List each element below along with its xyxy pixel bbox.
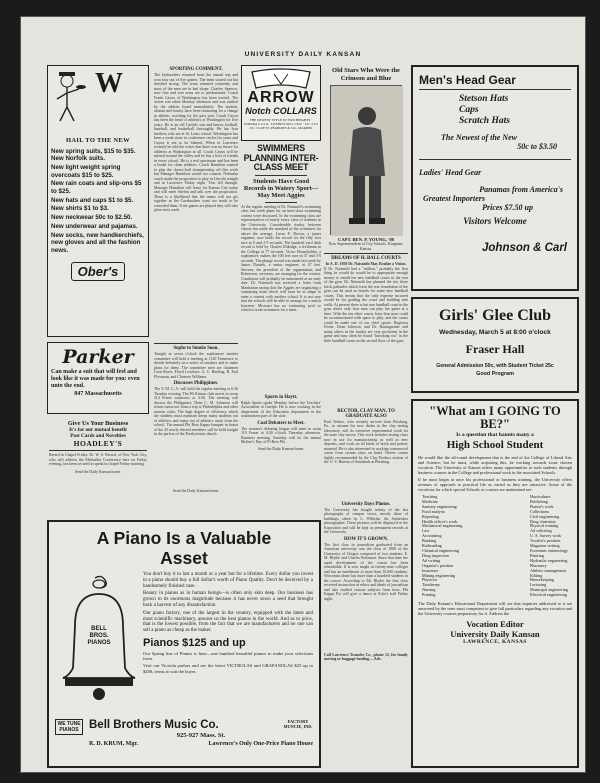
ober-line: New underwear and pajamas. <box>51 223 138 230</box>
vocation-item: Railroading <box>422 543 442 549</box>
glee-where: Fraser Hall <box>465 342 525 356</box>
head-gear-ad <box>411 65 579 291</box>
swim-body: At the regular meeting of Dr. Naismith's swimming class last week plans for an inter-class swimming contest were discussed. In the swimming class are representatives of nearly every class of students in the University. Considerable rivalry between classes has made the standard of the swimmers far above the average. Lucas E. Brown, a junior engineer, now holds the record for the fifty foot race at 8 and 2-5 seconds. The hundred yard dash record is held by Charles Eldridge, a freshman in the College at 77 seconds. Victor Householder, a sophomore, makes the 100 feet race in 37 and 3-5 seconds. The plunge record was made last week by James Daniels, a senior engineer, at 47 feet. Stevens, the president of the organization, and Robertson, secretary, are arranging for the contest. Conditions will probably be announced at an early date. Dr. Naismith has received a letter from Manhattan saying that the Aggies are organizing a swimming team which will soon be in shape to enter a contest with another school. It is not sure that the schools will be able to arrange for a match however. Missouri has no swimming pool so which to train swimmers for a meet. <box>241 204 321 313</box>
vocation-item: Taxidermy <box>422 582 441 588</box>
dreams-body: If Dr. Naismith had a "million," probably the first thing he would do would be to appropriate enough money to install ten new handball courts in the rear of the gym. Dr. Naismith has planned the ten, these brick palisades which form the rear foundation of the gym can be used as boards for some new handball courts. This means that the only expense incurred would be for grading the court and building side walls. At present there is but one handball court in the gym where only four men can play the game at a time. With the ten other courts forty-four men could be accommodated with space to play, and the courts could be made one of our chief sports. Registrar Foster, Dean Johnson, and Dr. Baumgartner and many others in the faculty are very proficient in the game and may often be found "knocking out" in the little handball room on the second floor of the gym. <box>324 266 408 343</box>
ober-line: New spring suits, $15 to $35. New Norfolk suits. <box>51 148 136 163</box>
vocation-item: Pianist's work <box>529 503 554 509</box>
vocation-item: Publishing <box>529 498 548 504</box>
vocation-item: Athletic management <box>529 567 566 573</box>
arrow-brand: ARROW <box>247 89 315 106</box>
ober-line: New neckwear 50c to $2.50. <box>51 214 133 222</box>
mens-title: Men's Head Gear <box>419 73 516 87</box>
arrow-fine: THE NEWEST STYLE IN TWO HEIGHTS · INDORA 2 1/4 in · LEXINGTON 2 1/8 in · 15c. 2 for 25c. CLUETT, PEABODY & CO., MAKERS <box>244 118 318 130</box>
mens-newest: The Newest of the New <box>441 133 517 142</box>
sporting-column <box>154 65 238 515</box>
hoadley-line2: It's for our mutual benefit <box>69 427 127 433</box>
ladies-title: Ladies' Head Gear <box>419 168 482 177</box>
vocation-item: Horticulture <box>529 494 551 499</box>
piano-p5: Visit our Victrola parlors and see the latest VICTROLAS and GRAFANOLAS $25 up to $200, terms to suit the buyer. <box>143 663 313 674</box>
vocation-item: Drug chemistry <box>529 518 557 524</box>
vocation-item: Hydraulic engineering <box>529 557 568 563</box>
ober-line: New shirts $1 to $3. <box>51 205 109 213</box>
bell-brand-text: BELL BROS. PIANOS <box>87 626 111 646</box>
vocation-sign2: University Daily Kansan <box>450 629 540 640</box>
ladies-welcome: Visitors Welcome <box>463 216 527 226</box>
piano-p2: Beauty in pianos as in human beings—is often only skin deep. Our business has grown to its enormous magnitude because it has never sown a seed that brought back a harvest of any dissatisfaction. <box>143 591 313 608</box>
vocation-right-list <box>530 495 568 598</box>
oldstars-photo <box>330 85 402 235</box>
piano-price: Pianos $125 and up <box>143 636 246 649</box>
howgrown-title: HOW IT'S GROWN. <box>343 536 389 542</box>
send-home-sporting: Send the Daily Kansan home. <box>172 489 220 493</box>
vocation-item: Printing <box>422 592 436 598</box>
dreams-title: DREAMS OF H. BALL COURTS <box>331 256 401 261</box>
glee-title: Girls' Glee Club <box>439 307 551 324</box>
ober-ad <box>47 65 149 337</box>
photos-body: The University has bought twenty of the last photographs of campus views, mostly those of buildings, taken by L. Wilhelm, the Jayhawker photographer. These pictures will be displayed in the Exposition and will be kept as permanent records at the University. <box>324 507 408 534</box>
arrow-ad <box>241 65 321 141</box>
philippines-title: Discusses Philippines. <box>173 381 219 386</box>
tune-box: WE TUNE PIANOS <box>55 719 83 735</box>
vocation-item: Banking <box>422 538 437 544</box>
divider <box>154 343 238 344</box>
vocation-item: Law <box>422 528 430 534</box>
mens-item: Scratch Hats <box>459 116 510 126</box>
swim-headline: SWIMMERS PLANNING INTER-CLASS MEET <box>243 143 319 173</box>
parker-text: Can make a suit that will feel and look like it was made for you: even unto the end. <box>51 369 140 389</box>
piano-p4: Our Spring line of Pianos is here—one hundred beautiful pianos to make your selections from. <box>143 650 313 662</box>
transfer-text: Call Lawrence Transfer Co., phone 12, for family moving or baggage hauling.—Adv. <box>324 652 408 661</box>
vocation-item: Economic entomology <box>529 547 568 553</box>
vocation-item: U. S. Survey work <box>529 533 562 539</box>
vocation-question: Is a question that haunts many a <box>456 432 534 438</box>
glee-program: Good Program <box>476 371 514 377</box>
ober-letter: W <box>95 68 123 99</box>
divider <box>419 159 571 160</box>
vocation-outro: The Daily Kansan's Educational Department will see that inquiries addressed to it are answered by the ones most competent to give full particulars regarding any vocation and the University courses preparatory for it. Address the <box>418 601 572 617</box>
piano-headline: A Piano Is a Valuable Asset <box>96 528 272 568</box>
hoadley-name: HOADLEY'S <box>73 439 123 448</box>
newspaper-page <box>20 16 586 773</box>
hoadley-line3: Post Cards and Novelties <box>70 433 126 439</box>
vocation-sign3: LAWRENCE, KANSAS <box>463 639 527 646</box>
piano-factory: FACTORY MUNCIE, IND. <box>283 719 313 729</box>
ober-line: New hats and caps $1 to $5. <box>51 196 134 204</box>
vocation-item: Electrical engineering <box>529 592 567 598</box>
sophs-title: Sophs to Smoke Soon. <box>173 346 219 351</box>
collar-icon <box>244 68 318 90</box>
arrow-sub: Notch COLLARS <box>245 106 317 116</box>
vocation-item: Mining engineering <box>422 572 456 578</box>
ober-logo <box>51 262 145 281</box>
vocation-item: Editing <box>529 572 543 578</box>
vocation-item: Accounting <box>422 533 442 539</box>
vocation-item: Painting <box>529 552 544 558</box>
photos-title: University Days Photos. <box>341 501 391 507</box>
divider <box>419 89 571 90</box>
send-home-left: Send the Daily Kansan home. <box>74 469 122 474</box>
ladies-price: Prices $7.50 up <box>482 203 533 212</box>
philippines-body: The Y. M. C. A. will hold the regular meeting at 6:30 Tuesday evening. The Hi Kinson club meets in room 114 Fraser tomorrow at 4:30. The meeting will discuss the Philippines. Dean C. M. Johnston will return tomorrow from a trip to Philadelphia and other eastern cities. The high degree of efficiency which the students must maintain keeps many students out of athletics and many out of athletics away from the school. The annual Phi Beta Kappa banquet in honor of the 25 newly elected members will be held tonight in the parlors of the Presbyterian church. <box>154 387 238 436</box>
oldstars-title: Old Stars Who Were the Crimson and Blue <box>332 67 400 82</box>
piano-footer <box>55 719 313 747</box>
vocation-item: Drug inspection <box>422 552 449 558</box>
parker-ad <box>47 342 149 414</box>
ober-line: New socks, new handkerchiefs, new gloves and all the fashion news. <box>51 231 144 254</box>
haiti-body: Ralph Spotts spoke Monday before the Teachers' Association at Guelph. He is now working in the department of the Education department in the southeastern part of the state. <box>241 400 321 419</box>
arrow-column <box>241 65 321 515</box>
hat-figure-icon <box>51 69 89 125</box>
parker-phone: 847 Massachusetts <box>74 391 122 397</box>
dreams-deck: In A. D. 1950 Dr. Naismith May Realize a Vision. <box>325 262 407 266</box>
send-home-arrow: Send the Daily Kansan home. <box>257 446 305 451</box>
glee-admission: General Admission 50c, with Student Ticket 25c <box>436 363 554 369</box>
vocation-item: Food analysis <box>422 508 446 514</box>
bell-logo <box>55 572 139 713</box>
haiti-title: Sports in Haytt. <box>264 394 298 400</box>
ober-store-name: Ober's <box>71 262 126 281</box>
vocation-lists <box>422 495 568 598</box>
mens-price: 50c to $3.50 <box>517 142 557 151</box>
oldstars-column <box>324 65 408 773</box>
swim-deck: Students Have Good Records in Watery Sport—May Meet Aggies <box>243 177 319 200</box>
piano-house: Lawrence's Only One-Price Piano House <box>208 741 313 747</box>
parker-name: Parker <box>62 346 134 368</box>
piano-address: 925-927 Mass. St. <box>176 732 226 739</box>
oldstars-caption: CAPT. BEN. P. YOUNG, '08 <box>338 237 394 242</box>
vocation-item: Sanitary engineering <box>422 503 457 509</box>
vocation-school: High School Student <box>446 439 544 451</box>
ober-title: HAIL TO THE NEW <box>66 137 130 144</box>
glee-when: Wednesday, March 5 at 8:00 o'clock <box>439 329 551 336</box>
vocation-item: Civil engineering <box>529 513 560 519</box>
left-lower <box>47 419 149 515</box>
sporting-body: The Jayhawkers returned from the annual trip and won four out of five games. The team started out but finished strong. The team returned yesterday and most of the men are in bad shape. Charley Spencer, now first and sore arms are to predominate. Coach Frank Cayou of Washington has been invited. The action was taken Monday afternoon and was ratified by the athletic board immediately. The student, alumni and faculty have been clamoring for a change in athletic coaching for the past year. Coach Cayou has been the head of athletics at Washington for five years. He is an old Carlisle star and knows football, baseball, and basketball thoroughly. He has four brothers who are at St. Louis school. Washington has been a weak sister in conference circles for years and Cayou is not to be blamed. When in Lawrence recently he told the writer that there was no future for athletics at Washington at all. Coach Cayou will be missed around the valley and he has a host of friends in every school. He is a real sportsman and has been a leader for clean athletics. Coach Hamilton wanted to play the doctor-ball championship off this week but Manager Hamilton would not consent. Nebraska coach made the proposition to play in Lincoln tonight and in Lawrence Friday night. This fell through. Manager Hamilton will leave for Kansas City today and will meet Stiehm and talk over the proposition. There is a likelihood that the teams will not get together as the Cornhuskers want too much to be conceded them. If the games are played they will take place next week. <box>154 73 238 212</box>
vocation-item: Organist's position <box>422 562 454 568</box>
howgrown-body: The first class in journalism graduated from an American university was the class of 1908 of the University of Oregon composed of two students, E. M. Blythe and Charles Robinson. Since that time the rapid development of the course has been remarkable. It is now taught in twenty-nine colleges and has an enrollment of more than 10,000 students. Wisconsin alone has more than a hundred students in the course. According to Mr. Blythe the first class received instruction in ethics and ideals of journalism and also studied various subjects from texts. Phi Kappa Psi will give a dance at Ecke's hall Friday night. <box>324 542 408 601</box>
vocation-item: Medicine <box>422 498 438 504</box>
oldstars-caption2: Now Superintendent of City Schools, Kingman, Kansas. <box>328 242 404 251</box>
rector-body: Paul Teeters, who recently arrived from Pittsburg, Pa., to assume his new duties in the clay testing laboratory, will do extensive experimental work for the state clay survey. This work includes testing clays now in use for manufacturing as well as new deposits, and work on all kinds of brick and pottery material. He is also interested in working commercial wares from certain clays on hand. Teeters comes highly recommended by the Clay Product section of the U. S. Bureau of Standards at Pittsburg. <box>324 419 408 464</box>
vocation-item: Magazine writing <box>529 543 560 549</box>
vocation-item: Ad soliciting <box>529 528 552 534</box>
deadlock-body: The women's debating league will meet in room 110 Fraser at 4:30 o'clock Thursday afternoon. Business meeting. Saturday will be the annual Mother's Day of Pi Beta Phi. <box>241 426 321 445</box>
vocation-item: Physicist <box>422 577 438 583</box>
page-header: UNIVERSITY DAILY KANSAN <box>244 51 362 58</box>
vocation-item: Health officer's work <box>422 518 458 524</box>
vocation-item: Collections <box>529 508 550 514</box>
vocation-item: Lecturing <box>529 582 547 588</box>
ladies-line1: Panamas from America's <box>479 185 563 194</box>
piano-company: Bell Brothers Music Co. <box>89 719 219 731</box>
vocation-item: Teaching <box>422 494 438 499</box>
vocation-item: Housekeeping <box>529 577 554 583</box>
sporting-title: SPORTING COMMENT. <box>169 67 223 72</box>
vocation-item: Ad writing <box>422 557 441 563</box>
ladies-store: Johnson & Carl <box>482 242 567 254</box>
piano-body <box>55 572 313 713</box>
ober-lines <box>51 148 145 254</box>
hoadley-line1: Give Us Your Business <box>67 420 129 427</box>
piano-ad <box>47 520 321 768</box>
vocation-left-list <box>422 495 462 598</box>
vocation-item: Chemical engineering <box>422 547 459 553</box>
ober-line: New rain coats and slip-ons $5 to $25. <box>51 180 142 195</box>
vocation-headline: "What am I GOING TO BE?" <box>429 404 561 431</box>
player-photo-icon <box>331 86 403 236</box>
piano-p3: Our piano factory, one of the largest in the country, equipped with the latest and most scientific machinery, assures us the best pianos in the world. And as to price, that is the lowest possible, from the fact that we are manufacturers and no one can sell a piano as cheap as the maker. <box>143 610 313 634</box>
vocation-item: Mechanical engineering <box>422 523 463 529</box>
piano-manager: R. D. KRUM, Mgr. <box>89 741 138 747</box>
piano-p1: You don't buy it to last a month or a year but for a lifetime. Every dollar you invest in a piano should buy a full dollar's worth of Piano Quality. Don't be deceived by a handsomely finished case. <box>143 572 313 589</box>
vocation-ad <box>411 399 579 768</box>
vocation-item: Nursing <box>422 587 436 593</box>
mens-items <box>459 94 571 127</box>
divider <box>324 253 408 254</box>
glee-club-ad <box>411 297 579 393</box>
vocation-intro: He would like the all-round development that is the end of the College of Liberal Arts and Science; but he must, while acquiring this, be working towards some chosen vocation. The University of Kansas offers many opportunities to such students through business courses in the College and professional work in the associated Schools. <box>418 455 572 475</box>
piano-copy <box>139 572 313 713</box>
vocation-intro2: If he must begin at once his professional or business training, the University offers avenues of approach to practical life as varied as they are attractive. Some of the vocations for which special Schools or courses are maintained are: <box>418 477 572 492</box>
berard-text: Berard in Chapel Friday. Dr. W. S. Berard, of New York City, who will address the Methodist Conference here on Friday evening, has been secured to speak in chapel Friday morning. <box>49 453 147 466</box>
vocation-item: Vocalist's position <box>529 538 561 544</box>
ladies-line2: Greatest Importers <box>423 194 485 203</box>
vocation-item: Physical training <box>529 523 559 529</box>
sophs-body: Tonight at seven o'clock the sophomore smoker committee will hold a meeting at 1120 Tennessee to decide definitely on a series of smokers and to make plans for them. The committee men are chairmen Leon Rowe, Floyd Lovelace, G. C. Harding, R. Earl Plowman, and Clarence Williams. <box>154 352 238 379</box>
mens-item: Caps <box>459 105 479 115</box>
divider <box>255 175 307 176</box>
vocation-item: Municipal engineering <box>529 587 568 593</box>
mens-item: Stetson Hats <box>459 94 509 104</box>
divider <box>49 450 147 451</box>
vocation-item: Pharmacy <box>529 562 547 568</box>
vocation-item: Reporting <box>422 513 439 519</box>
ober-line: New light weight spring overcoats $15 to $25. <box>51 164 121 179</box>
piano-footer-main <box>83 719 313 747</box>
vocation-sign1: Vocation Editor <box>466 619 524 630</box>
divider <box>265 202 297 203</box>
deadlock-title: Coal Debaters to Meet. <box>257 420 305 426</box>
vocation-item: Insurance <box>422 567 439 573</box>
rector-title: RECTOR, CLAY MAN, TO GRADUATE ALSO <box>337 408 395 419</box>
